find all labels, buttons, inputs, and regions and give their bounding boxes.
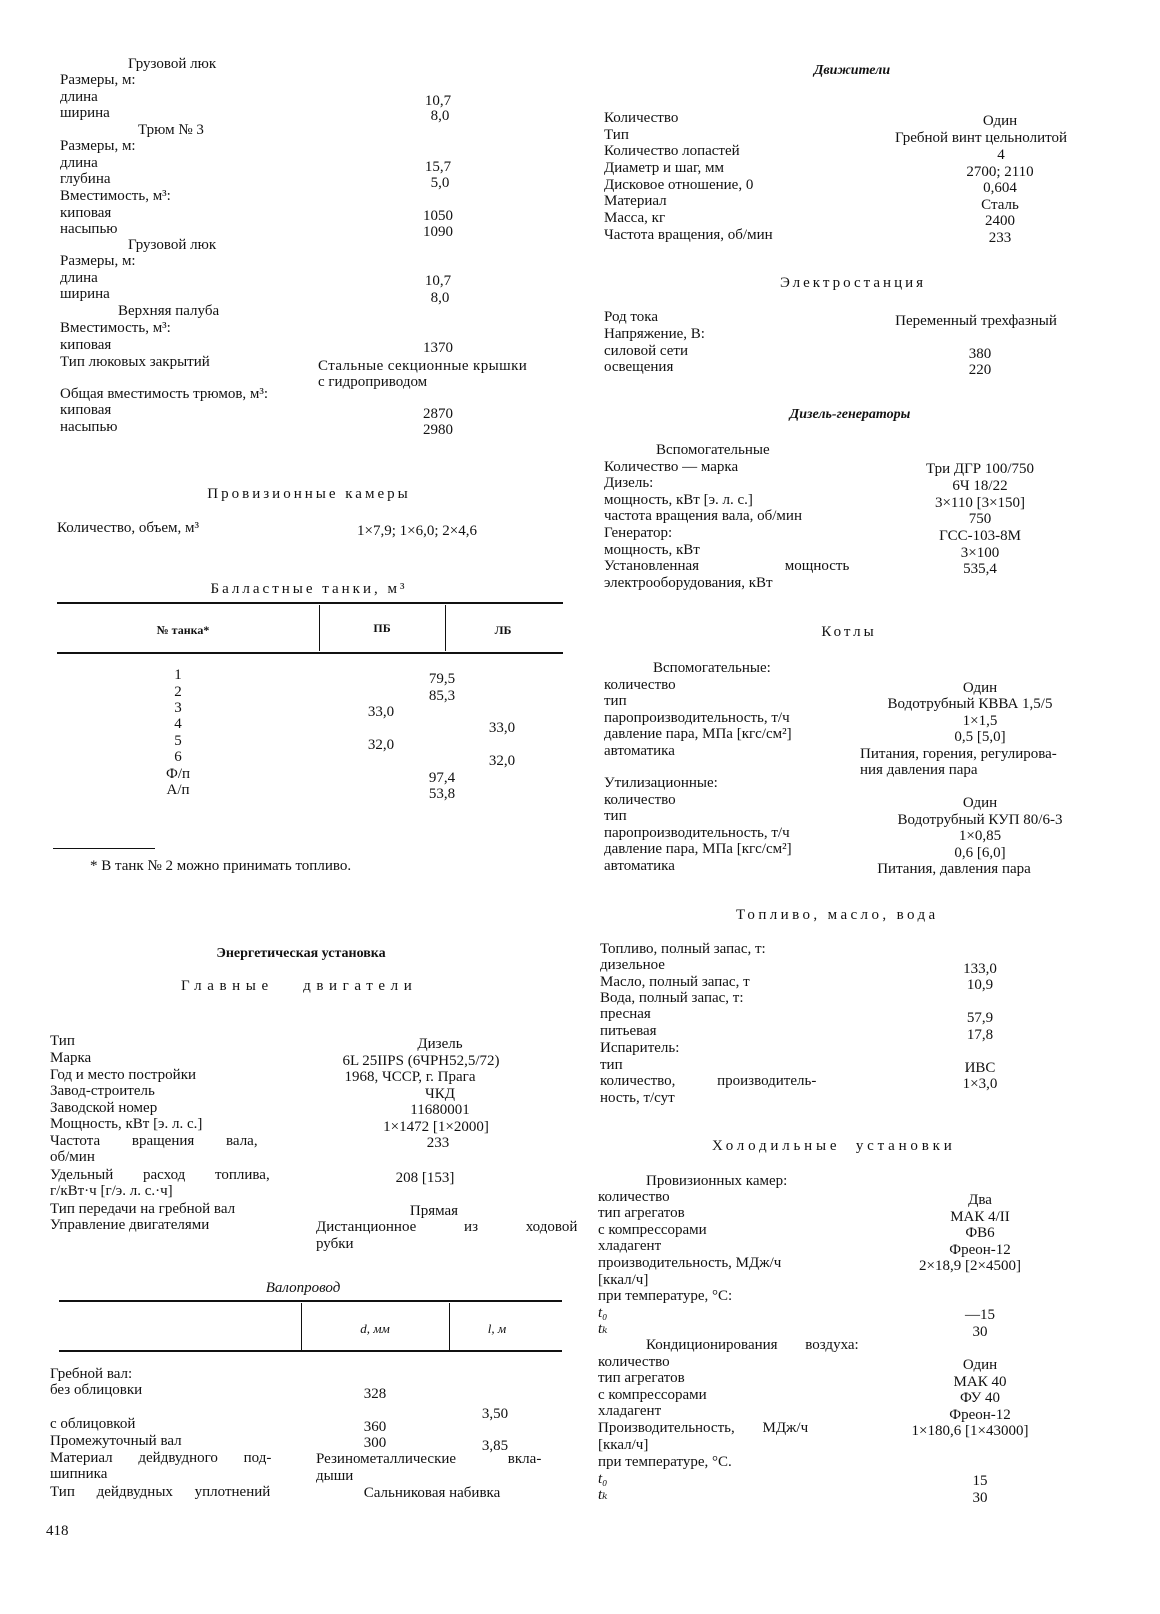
lighting-label: освещения — [604, 359, 674, 375]
hold3-grain-value: 1090 — [423, 224, 453, 240]
engine-type-value: Дизель — [417, 1036, 463, 1052]
prop-diameter-label: Диаметр и шаг, мм — [604, 160, 724, 176]
tank-number: 1 — [174, 667, 182, 683]
shaft-no-lining-d: 328 — [363, 1386, 387, 1402]
fuel-diesel-value: 133,0 — [963, 961, 997, 977]
util-boiler-steam-value: 1×0,85 — [958, 828, 1002, 844]
dg-generator-label: Генератор: — [604, 525, 673, 541]
prop-mass-value: 2400 — [985, 213, 1015, 229]
prop-count-label: Количество — [604, 110, 679, 126]
table-header-rule — [57, 652, 563, 654]
hold3-bale-value: 1050 — [423, 208, 453, 224]
fresh-water-label: пресная — [600, 1006, 651, 1022]
aux-boiler-count-value: Один — [962, 680, 998, 696]
ac-t0-label: t₀ — [598, 1471, 608, 1487]
dg-count-label: Количество — марка — [604, 459, 739, 475]
power-station-title: Электростанция — [779, 275, 927, 291]
water-total-label: Вода, полный запас, т: — [600, 990, 744, 1006]
footnote-rule — [53, 848, 155, 849]
transmission-value: Прямая — [409, 1203, 459, 1219]
prop-count-value: Один — [982, 113, 1018, 129]
ac-compressor-label: с компрессорами — [598, 1387, 707, 1403]
provision-title: Провизионные камеры — [207, 486, 411, 502]
prov-tk-value: 30 — [972, 1324, 988, 1340]
capacity-label: Вместимость, м³: — [60, 188, 171, 204]
hatch2-width-value: 8,0 — [430, 290, 450, 306]
ballast-header-tank: № танка* — [156, 623, 210, 637]
propulsors-title: Движители — [813, 63, 891, 78]
installed-label-line1: Установленная мощность — [604, 558, 850, 574]
prov-count-value: Два — [968, 1192, 992, 1208]
prop-material-value: Сталь — [981, 197, 1019, 213]
drinking-water-value: 17,8 — [966, 1027, 994, 1043]
table-col-divider — [449, 1303, 450, 1350]
aux-boiler-pressure-value: 0,5 [5,0] — [954, 729, 1006, 745]
hold3-length-value: 15,7 — [424, 159, 452, 175]
power-net-label: силовой сети — [604, 343, 689, 359]
engine-power-label: Мощность, кВт [э. л. с.] — [50, 1116, 203, 1132]
util-boiler-type-value: Водотрубный КУП 80/6-3 — [897, 812, 1063, 828]
sizes-label: Размеры, м: — [60, 253, 136, 269]
prop-disk-ratio-value: 0,604 — [983, 180, 1017, 196]
dg-gen-power-label: мощность, кВт — [604, 542, 700, 558]
ac-compressor-value: ФУ 40 — [959, 1390, 1001, 1406]
engine-plant-label: Завод-строитель — [50, 1083, 155, 1099]
grain-label: насыпью — [60, 221, 118, 237]
refrigeration-title: Холодильные установки — [712, 1138, 956, 1154]
seal-label: Тип дейдвудных уплотнений — [50, 1484, 271, 1500]
ac-count-label: количество — [598, 1354, 670, 1370]
prov-temp-label: при температуре, °С: — [598, 1288, 733, 1304]
grain-label: насыпью — [60, 419, 118, 435]
ac-perf-label-line2: [ккал/ч] — [598, 1437, 649, 1453]
evaporator-type-value: ИВС — [964, 1060, 996, 1076]
depth-label: глубина — [60, 171, 111, 187]
aux-boiler-automation-label: автоматика — [604, 743, 675, 759]
seal-value: Сальниковая набивка — [363, 1485, 501, 1501]
hatch-cover-type-label: Тип люковых закрытий — [60, 354, 210, 370]
bearing-label-line1: Материал дейдвудного под- — [50, 1450, 272, 1466]
hatch-length-value: 10,7 — [424, 93, 452, 109]
prov-t0-label: t₀ — [598, 1305, 608, 1321]
shaft-group-label: Гребной вал: — [50, 1366, 133, 1382]
util-boiler-count-label: количество — [604, 792, 676, 808]
current-label: Род тока — [604, 309, 658, 325]
shaft-header-d: d, мм — [360, 1321, 390, 1336]
fuel-cons-value: 208 [153] — [395, 1170, 455, 1186]
evaporator-type-label: тип — [600, 1057, 623, 1073]
hatch-width-value: 8,0 — [430, 108, 450, 124]
prop-blades-value: 4 — [997, 147, 1005, 163]
evaporator-label: Испаритель: — [600, 1040, 680, 1056]
tank-lb: 32,0 — [488, 753, 516, 769]
drinking-water-label: питьевая — [600, 1023, 657, 1039]
main-engines-title: Главные двигатели — [181, 978, 418, 994]
prov-compressor-label: с компрессорами — [598, 1222, 707, 1238]
upper-bale-value: 1370 — [423, 340, 453, 356]
installed-value: 535,4 — [963, 561, 997, 577]
tank-number: 2 — [174, 684, 182, 700]
tank-pb: 53,8 — [428, 786, 456, 802]
bearing-value-line2: дыши — [316, 1468, 354, 1484]
util-boiler-type-label: тип — [604, 808, 627, 824]
prop-blades-label: Количество лопастей — [604, 143, 740, 159]
shaft-lining-label: с облицовкой — [50, 1416, 136, 1432]
prov-tk-label: tₖ — [598, 1321, 608, 1337]
total-bale-value: 2870 — [423, 406, 453, 422]
prop-type-label: Тип — [604, 127, 629, 143]
oil-total-value: 10,9 — [966, 977, 994, 993]
prov-compressor-value: ФВ6 — [965, 1225, 995, 1241]
total-capacity-label: Общая вместимость трюмов, м³: — [60, 386, 269, 402]
ac-tk-value: 30 — [972, 1490, 988, 1506]
control-label: Управление двигателями — [50, 1217, 210, 1233]
tank-pb: 79,5 — [428, 671, 456, 687]
ac-title: Кондиционирования воздуха: — [646, 1337, 859, 1353]
total-grain-value: 2980 — [423, 422, 453, 438]
bearing-label-line2: шипника — [50, 1466, 108, 1482]
hatch-title: Грузовой люк — [128, 56, 217, 72]
tank-lb: 33,0 — [488, 720, 516, 736]
table-col-divider — [445, 605, 446, 651]
aux-boiler-count-label: количество — [604, 677, 676, 693]
ac-perf-label-line1: Производительность, МДж/ч — [598, 1420, 809, 1436]
intermediate-shaft-l: 3,85 — [481, 1438, 509, 1454]
util-boiler-steam-label: паропроизводительность, т/ч — [604, 825, 790, 841]
aux-boiler-automation-line1: Питания, горения, регулирова- — [860, 746, 1057, 762]
ballast-header-pb: ПБ — [373, 621, 391, 635]
upper-deck-title: Верхняя палуба — [118, 303, 220, 319]
util-boiler-pressure-value: 0,6 [6,0] — [954, 845, 1006, 861]
fuel-cons-label-line1: Удельный расход топлива, — [50, 1167, 270, 1183]
evaporator-capacity-label-line2: ность, т/сут — [600, 1090, 675, 1106]
engine-serial-value: 11680001 — [410, 1102, 470, 1118]
engine-brand-value: 6L 25IIPS (6ЧРН52,5/72) — [342, 1053, 500, 1069]
prov-type-value: МАК 4/II — [950, 1209, 1010, 1225]
util-boiler-pressure-label: давление пара, МПа [кгс/см²] — [604, 841, 792, 857]
ac-temp-label: при температуре, °С. — [598, 1454, 732, 1470]
hatch-cover-type-line1: Стальные секционные крышки — [318, 358, 528, 374]
power-net-value: 380 — [968, 346, 992, 362]
intermediate-shaft-d: 300 — [363, 1435, 387, 1451]
capacity-label: Вместимость, м³: — [60, 320, 171, 336]
dg-count-value: Три ДГР 100/750 — [925, 461, 1035, 477]
provision-value: 1×7,9; 1×6,0; 2×4,6 — [357, 523, 477, 539]
tank-pb: 33,0 — [367, 704, 395, 720]
prov-count-label: количество — [598, 1189, 670, 1205]
table-header-rule — [59, 1350, 562, 1352]
dg-rpm-label: частота вращения вала, об/мин — [604, 508, 802, 524]
prop-type-value: Гребной винт цельнолитой — [894, 130, 1068, 146]
ac-refrigerant-value: Фреон-12 — [949, 1407, 1011, 1423]
prop-mass-label: Масса, кг — [604, 210, 666, 226]
boilers-title: Котлы — [821, 624, 877, 640]
prop-diameter-value: 2700; 2110 — [966, 164, 1034, 180]
width-label: ширина — [60, 105, 110, 121]
aux-boiler-steam-label: паропроизводительность, т/ч — [604, 710, 790, 726]
engine-built-value: 1968, ЧССР, г. Прага — [344, 1069, 476, 1085]
prop-material-label: Материал — [604, 193, 667, 209]
engine-serial-label: Заводской номер — [50, 1100, 158, 1116]
prov-perf-label-line2: [ккал/ч] — [598, 1272, 649, 1288]
prov-perf-value: 2×18,9 [2×4500] — [919, 1258, 1021, 1274]
width-label: ширина — [60, 286, 110, 302]
ac-type-label: тип агрегатов — [598, 1370, 685, 1386]
length-label: длина — [60, 155, 98, 171]
hatch2-length-value: 10,7 — [424, 273, 452, 289]
oil-total-label: Масло, полный запас, т — [600, 974, 750, 990]
ac-t0-value: 15 — [972, 1473, 988, 1489]
sizes-label: Размеры, м: — [60, 72, 136, 88]
tank-number: 5 — [174, 733, 182, 749]
dg-diesel-label: Дизель: — [604, 475, 654, 491]
energy-title: Энергетическая установка — [216, 946, 386, 961]
tank-number: А/п — [166, 782, 190, 798]
hatch-cover-type-line2: с гидроприводом — [318, 374, 428, 390]
rpm-label-line1: Частота вращения вала, — [50, 1133, 258, 1149]
hold3-title: Трюм № 3 — [138, 122, 204, 138]
dg-title: Дизель-генераторы — [789, 407, 911, 422]
installed-label-line2: электрооборудования, кВт — [604, 575, 773, 591]
shaft-l: 3,50 — [481, 1406, 509, 1422]
engine-built-label: Год и место постройки — [50, 1067, 197, 1083]
aux-boiler-pressure-label: давление пара, МПа [кгс/см²] — [604, 726, 792, 742]
dg-diesel-value: 6Ч 18/22 — [952, 478, 1008, 494]
rpm-value: 233 — [426, 1135, 450, 1151]
shaft-lining-d: 360 — [363, 1419, 387, 1435]
current-value: Переменный трехфазный — [895, 313, 1057, 329]
engine-power-value: 1×1472 [1×2000] — [383, 1119, 489, 1135]
bale-label: киповая — [60, 205, 112, 221]
sizes-label: Размеры, м: — [60, 138, 136, 154]
dg-rpm-value: 750 — [968, 511, 992, 527]
engine-type-label: Тип — [50, 1033, 75, 1049]
prop-rpm-value: 233 — [988, 230, 1012, 246]
rpm-label-line2: об/мин — [50, 1149, 95, 1165]
transmission-label: Тип передачи на гребной вал — [50, 1201, 236, 1217]
aux-boiler-automation-line2: ния давления пара — [860, 762, 978, 778]
provision-refr-title: Провизионных камер: — [646, 1173, 788, 1189]
prop-disk-ratio-label: Дисковое отношение, 0 — [604, 177, 754, 193]
evaporator-capacity-value: 1×3,0 — [962, 1076, 998, 1092]
prov-perf-label-line1: производительность, МДж/ч — [598, 1255, 782, 1271]
ballast-title: Балластные танки, м³ — [210, 581, 408, 597]
aux-boiler-steam-value: 1×1,5 — [962, 713, 998, 729]
prov-type-label: тип агрегатов — [598, 1205, 685, 1221]
bale-label: киповая — [60, 402, 112, 418]
fuel-diesel-label: дизельное — [600, 957, 665, 973]
tank-number: 6 — [174, 749, 182, 765]
table-top-rule — [57, 602, 563, 604]
tank-pb: 85,3 — [428, 688, 456, 704]
bearing-value-line1: Резинометаллические вкла- — [316, 1451, 542, 1467]
control-value-line1: Дистанционное из ходовой — [316, 1219, 578, 1235]
util-boiler-count-value: Один — [962, 795, 998, 811]
ac-refrigerant-label: хладагент — [598, 1403, 662, 1419]
table-top-rule — [59, 1300, 562, 1302]
aux-boilers-title: Вспомогательные: — [653, 660, 771, 676]
ballast-header-lb: ЛБ — [494, 623, 512, 637]
bale-label: киповая — [60, 337, 112, 353]
dg-gen-power-value: 3×100 — [960, 545, 1000, 561]
tank-pb: 97,4 — [428, 770, 456, 786]
fresh-water-value: 57,9 — [966, 1010, 994, 1026]
ac-tk-label: tₖ — [598, 1487, 608, 1503]
intermediate-shaft-label: Промежуточный вал — [50, 1433, 182, 1449]
ac-count-value: Один — [962, 1357, 998, 1373]
util-boiler-automation-label: автоматика — [604, 858, 675, 874]
aux-title: Вспомогательные — [656, 442, 770, 458]
dg-power-label: мощность, кВт [э. л. с.] — [604, 492, 753, 508]
fuel-cons-label-line2: г/кВт·ч [г/э. л. с.·ч] — [50, 1183, 173, 1199]
tank-number: Ф/п — [165, 766, 191, 782]
prop-rpm-label: Частота вращения, об/мин — [604, 227, 773, 243]
hatch-cover-type-value — [318, 358, 527, 375]
util-boiler-automation-value: Питания, давления пара — [877, 861, 1031, 877]
evaporator-capacity-label-line1: количество, производитель- — [600, 1073, 817, 1089]
shafting-title: Валопровод — [265, 1280, 341, 1296]
aux-boiler-type-value: Водотрубный КВВА 1,5/5 — [887, 696, 1053, 712]
ac-type-value: МАК 40 — [953, 1374, 1007, 1390]
length-label: длина — [60, 89, 98, 105]
control-value-line2: рубки — [316, 1236, 354, 1252]
page-number: 418 — [46, 1523, 69, 1539]
tank-pb: 32,0 — [367, 737, 395, 753]
provision-label: Количество, объем, м³ — [57, 520, 199, 536]
prov-refrigerant-value: Фреон-12 — [949, 1242, 1011, 1258]
util-title: Утилизационные: — [604, 775, 718, 791]
hatch2-title: Грузовой люк — [128, 237, 217, 253]
tank-number: 4 — [174, 716, 182, 732]
prov-t0-value: —15 — [965, 1307, 995, 1323]
table-col-divider — [301, 1303, 302, 1350]
engine-brand-label: Марка — [50, 1050, 92, 1066]
hold3-depth-value: 5,0 — [430, 175, 450, 191]
shaft-header-l: l, м — [487, 1321, 507, 1336]
shaft-no-lining-label: без облицовки — [50, 1382, 143, 1398]
fuel-total-label: Топливо, полный запас, т: — [600, 941, 766, 957]
aux-boiler-type-label: тип — [604, 693, 627, 709]
dg-generator-value: ГСС-103-8М — [939, 528, 1021, 544]
engine-plant-value: ЧКД — [425, 1086, 455, 1102]
length-label: длина — [60, 270, 98, 286]
ballast-footnote: * В танк № 2 можно принимать топливо. — [90, 858, 352, 874]
tank-number: 3 — [174, 700, 182, 716]
rpm-label — [50, 1133, 290, 1150]
prov-refrigerant-label: хладагент — [598, 1238, 662, 1254]
ac-perf-value: 1×180,6 [1×43000] — [911, 1423, 1029, 1439]
lighting-value: 220 — [968, 362, 992, 378]
dg-power-value: 3×110 [3×150] — [934, 495, 1026, 511]
table-col-divider — [319, 605, 320, 651]
fuel-title: Топливо, масло, вода — [736, 907, 939, 923]
voltage-label: Напряжение, В: — [604, 326, 705, 342]
